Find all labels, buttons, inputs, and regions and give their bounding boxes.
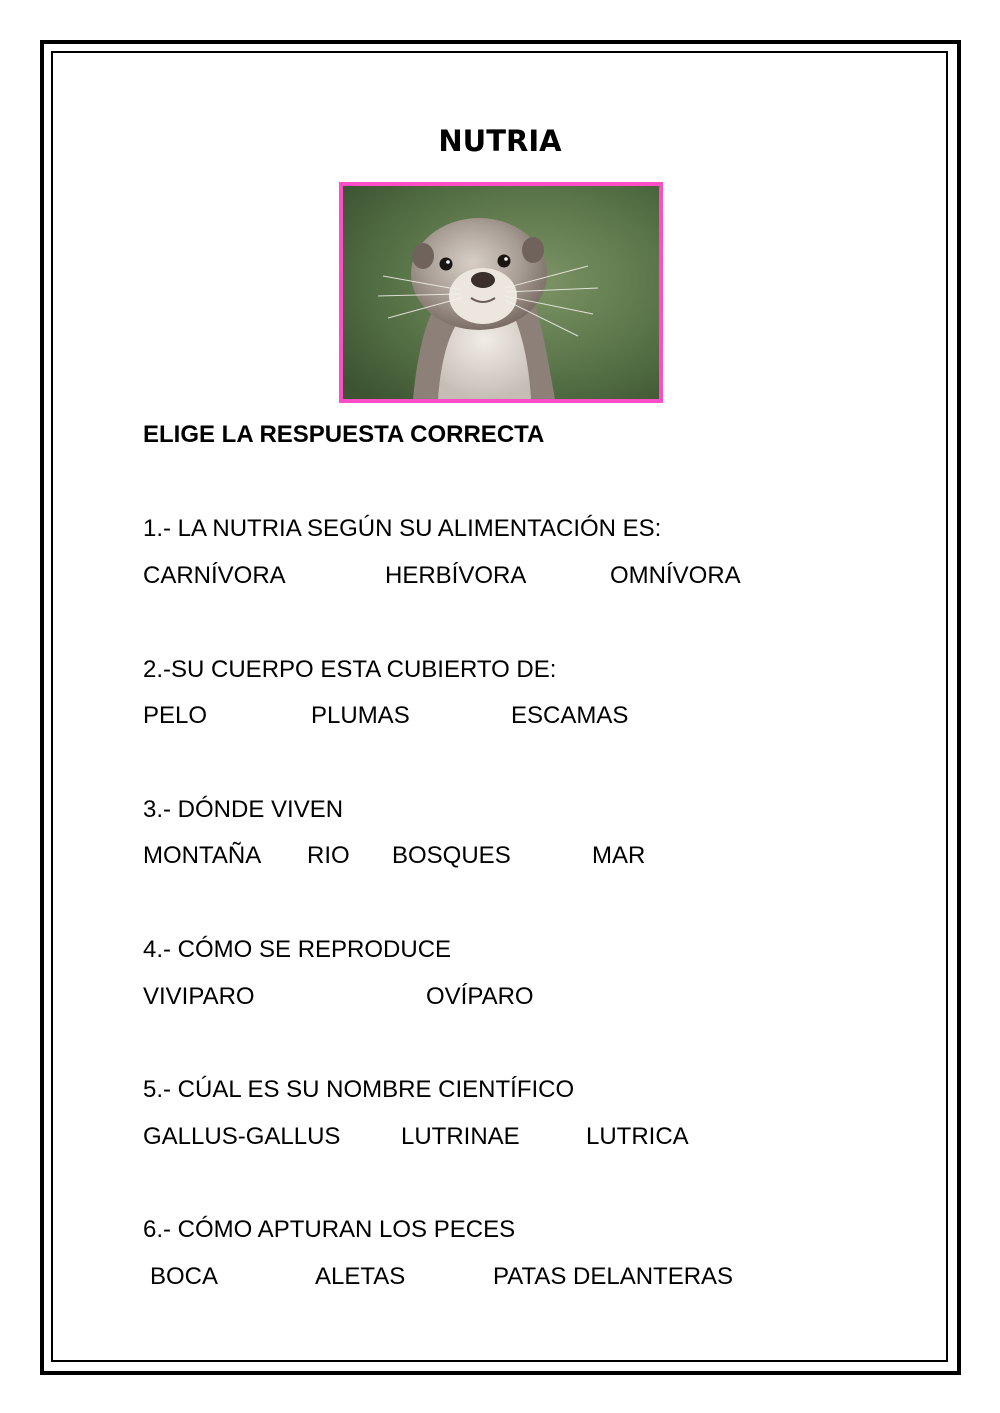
- question-5: 5.- CÚAL ES SU NOMBRE CIENTÍFICO: [143, 1076, 575, 1103]
- otter-photo: [339, 182, 663, 403]
- q5-option-gallus-gallus[interactable]: GALLUS-GALLUS: [143, 1123, 341, 1150]
- instructions-heading: ELIGE LA RESPUESTA CORRECTA: [143, 421, 545, 448]
- q1-option-carnivora[interactable]: CARNÍVORA: [143, 562, 286, 589]
- q5-option-lutrinae[interactable]: LUTRINAE: [401, 1123, 520, 1150]
- q6-option-boca[interactable]: BOCA: [150, 1263, 219, 1290]
- question-2: 2.-SU CUERPO ESTA CUBIERTO DE:: [143, 656, 557, 683]
- q3-option-mar[interactable]: MAR: [592, 842, 646, 869]
- q2-option-pelo[interactable]: PELO: [143, 702, 208, 729]
- question-6: 6.- CÓMO APTURAN LOS PECES: [143, 1216, 516, 1243]
- q4-option-viviparo[interactable]: VIVIPARO: [143, 983, 255, 1010]
- question-4: 4.- CÓMO SE REPRODUCE: [143, 936, 452, 963]
- q2-option-escamas[interactable]: ESCAMAS: [511, 702, 629, 729]
- question-1: 1.- LA NUTRIA SEGÚN SU ALIMENTACIÓN ES:: [143, 515, 662, 542]
- q1-option-herbivora[interactable]: HERBÍVORA: [385, 562, 527, 589]
- q5-option-lutrica[interactable]: LUTRICA: [586, 1123, 689, 1150]
- q3-option-rio[interactable]: RIO: [307, 842, 350, 869]
- question-3: 3.- DÓNDE VIVEN: [143, 796, 344, 823]
- q6-option-aletas[interactable]: ALETAS: [315, 1263, 406, 1290]
- q4-option-oviparo[interactable]: OVÍPARO: [426, 983, 534, 1010]
- q2-option-plumas[interactable]: PLUMAS: [311, 702, 410, 729]
- q6-option-patas-delanteras[interactable]: PATAS DELANTERAS: [493, 1263, 734, 1290]
- q1-option-omnivora[interactable]: OMNÍVORA: [610, 562, 741, 589]
- page-title: NUTRIA: [438, 124, 562, 158]
- q3-option-montana[interactable]: MONTAÑA: [143, 842, 262, 869]
- otter-illustration: [343, 186, 659, 399]
- q3-option-bosques[interactable]: BOSQUES: [392, 842, 511, 869]
